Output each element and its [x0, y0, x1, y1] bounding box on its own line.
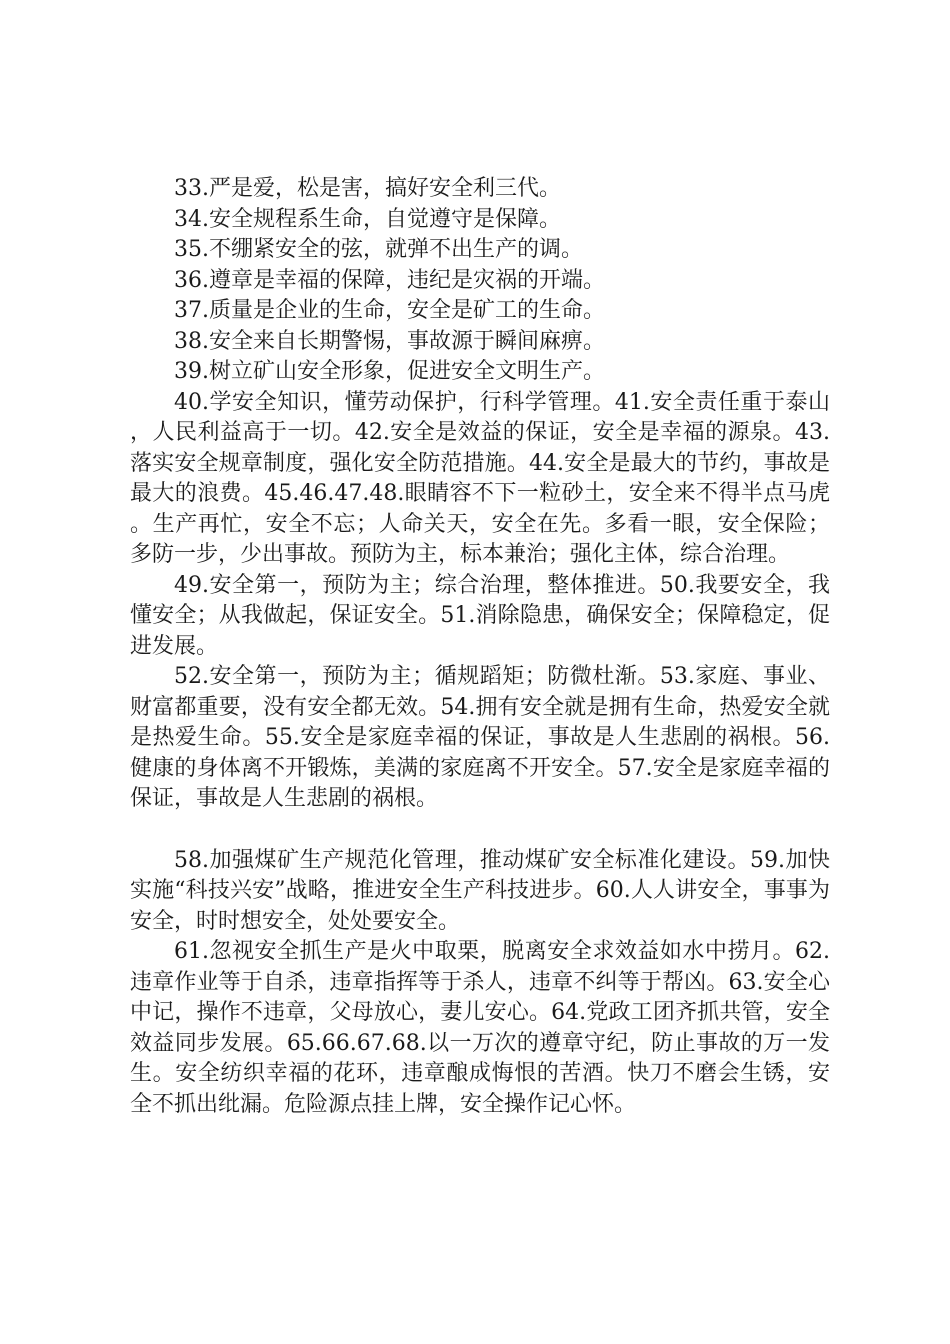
document-body [130, 174, 830, 1120]
slogan-line-33: 33.严是爱，松是害，搞好安全利三代。 [174, 176, 561, 201]
slogan-line-36: 36.遵章是幸福的保障，违纪是灾祸的开端。 [174, 267, 605, 293]
slogan-paragraph-40-48: 40.学安全知识，懂劳动保护，行科学管理。41.安全责任重于泰山，人民利益高于一切。42.安全是效益的保证，安全是幸福的源泉。43.落实安全规章制度，强化安全防范措施。44.安全是最大的节约，事故是最大的浪费。45.46.47.48.眼睛容不下一粒砂土，安全来不得半点马虎。生产再忙，安全不忘；人命关天，安全在先。多看一眼，安全保险；多防一步，少出事故。预防为主，标本兼治；强化主体，综合治理。 [130, 389, 830, 567]
slogan-paragraph-61-68: 61.忽视安全抓生产是火中取栗，脱离安全求效益如水中捞月。62.违章作业等于自杀，违章指挥等于杀人，违章不纠等于帮凶。63.安全心中记，操作不违章，父母放心，妻儿安心。64.党政工团齐抓共管，安全效益同步发展。65.66.67.68.以一万次的遵章守纪，防止事故的万一发生。安全纺织幸福的花环，违章酿成悔恨的苦酒。快刀不磨会生锈，安全不抓出纰漏。危险源点挂上牌，安全操作记心怀。 [130, 939, 830, 1117]
paragraph-spacer [130, 815, 830, 846]
slogan-line-34: 34.安全规程系生命，自觉遵守是保障。 [174, 206, 561, 232]
slogan-paragraph-58-60: 58.加强煤矿生产规范化管理，推动煤矿安全标准化建设。59.加快实施“科技兴安”战略，推进安全生产科技进步。60.人人讲安全，事事为安全，时时想安全，处处要安全。 [130, 847, 830, 934]
slogan-line-38: 38.安全来自长期警惕，事故源于瞬间麻痹。 [174, 328, 605, 354]
slogan-line-37: 37.质量是企业的生命，安全是矿工的生命。 [174, 298, 605, 323]
slogan-paragraph-49-51: 49.安全第一，预防为主；综合治理，整体推进。50.我要安全，我懂安全；从我做起，保证安全。51.消除隐患，确保安全；保障稳定，促进发展。 [130, 572, 830, 659]
slogan-line-39: 39.树立矿山安全形象，促进安全文明生产。 [174, 359, 605, 384]
slogan-line-35: 35.不绷紧安全的弦，就弹不出生产的调。 [174, 237, 583, 262]
slogan-paragraph-52-57: 52.安全第一，预防为主；循规蹈矩；防微杜渐。53.家庭、事业、财富都重要，没有安全都无效。54.拥有安全就是拥有生命，热爱安全就是热爱生命。55.安全是家庭幸福的保证，事故是人生悲剧的祸根。56.健康的身体离不开锻炼，美满的家庭离不开安全。57.安全是家庭幸福的保证，事故是人生悲剧的祸根。 [130, 664, 830, 811]
